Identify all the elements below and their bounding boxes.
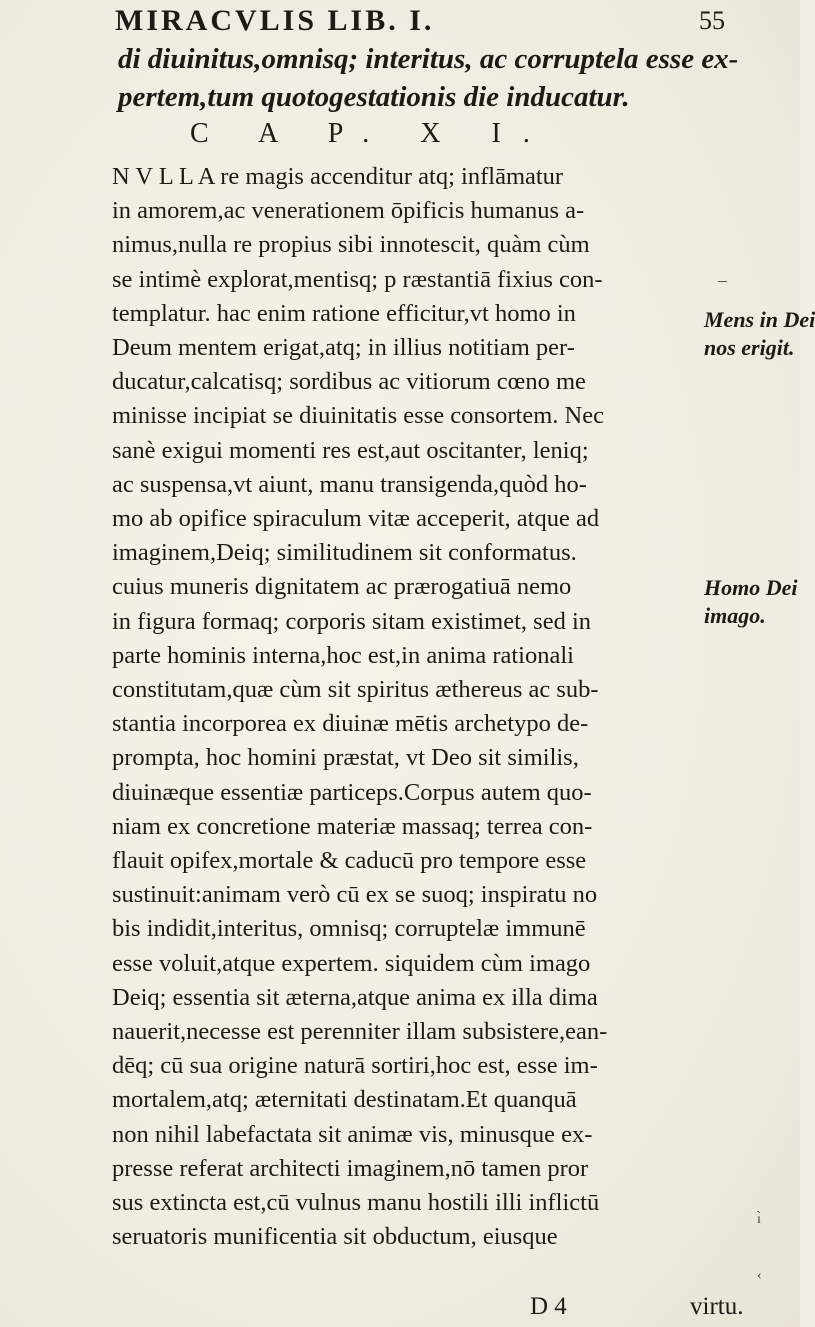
- running-head: [115, 4, 725, 44]
- text-line: sanè exigui momenti res est,aut oscitanter, leniq;: [112, 436, 589, 464]
- text-line: minisse incipiat se diuinitatis esse consortem. Nec: [112, 402, 604, 430]
- margin-ink-mark: ı̀: [757, 1212, 761, 1227]
- text-line: dēq; cū sua origine naturā sortiri,hoc est, esse im-: [112, 1052, 598, 1080]
- text-line: sustinuit:animam verò cū ex se suoq; inspiratu no: [112, 881, 598, 909]
- running-head-title: MIRACVLIS LIB. I.: [115, 4, 435, 37]
- text-line: diuinæque essentiæ particeps.Corpus autem quo-: [112, 778, 592, 806]
- text-line: Deiq; essentia sit æterna,atque anima ex illa dima: [112, 983, 598, 1011]
- text-line: presse referat architecti imaginem,nō tamen pror: [112, 1154, 589, 1182]
- marginal-note-line: Mens in Dei: [704, 307, 815, 332]
- text-line: constitutam,quæ cùm sit spiritus æthereus ac sub-: [112, 676, 599, 704]
- text-line: in amorem,ac venerationem ōpificis humanus a-: [112, 197, 585, 225]
- text-line: prompta, hoc homini præstat, vt Deo sit similis,: [112, 744, 579, 772]
- text-line: esse voluit,atque expertem. siquidem cùm imago: [112, 949, 591, 977]
- text-line: flauit opifex,mortale & caducū pro tempore esse: [112, 847, 587, 875]
- text-line: sus extincta est,cū vulnus manu hostili illi inflictū: [112, 1189, 600, 1217]
- chapter-heading-line: di diuinitus,omnisq; interitus, ac corruptela esse ex-: [118, 43, 739, 75]
- text-line: stantia incorporea ex diuinæ mētis archetypo de-: [112, 710, 589, 738]
- text-line: cuius muneris dignitatem ac prærogatiuā nemo: [112, 573, 572, 601]
- text-line: parte hominis interna,hoc est,in anima rationali: [112, 641, 574, 669]
- marginal-note-mens: [704, 306, 815, 362]
- marginal-note-line: imago.: [704, 603, 766, 628]
- text-line: nimus,nulla re propius sibi innotescit, quàm cùm: [112, 231, 590, 259]
- text-line: ac suspensa,vt aiunt, manu transigenda,quòd ho-: [112, 470, 587, 498]
- text-line: in figura formaq; corporis sitam existimet, sed in: [112, 607, 592, 635]
- margin-dash-mark: –: [718, 270, 727, 290]
- text-line: N V L L A re magis accenditur atq; inflāmatur: [112, 163, 564, 190]
- text-line: seruatoris munificentia sit obductum, eiusque: [112, 1223, 558, 1251]
- text-line: ducatur,calcatisq; sordibus ac vitiorum cœno me: [112, 368, 586, 396]
- text-line: bis indidit,interitus, omnisq; corruptelæ immunē: [112, 915, 586, 943]
- page-footer: [120, 1293, 744, 1325]
- text-line: nauerit,necesse est perenniter illam subsistere,ean-: [112, 1018, 608, 1046]
- catchword: virtu.: [690, 1293, 744, 1320]
- text-line: imaginem,Deiq; similitudinem sit conformatus.: [112, 539, 577, 567]
- text-line: non nihil labefactata sit animæ vis, minusque ex-: [112, 1120, 593, 1148]
- text-line: se intimè explorat,mentisq; p ræstantiā fixius con-: [112, 265, 603, 293]
- margin-ink-mark: ‹: [757, 1268, 762, 1283]
- body-text: [112, 160, 712, 1255]
- marginal-note-homo: [704, 574, 800, 630]
- signature-mark: D 4: [530, 1293, 567, 1320]
- chapter-heading: [118, 40, 739, 116]
- text-line: templatur. hac enim ratione efficitur,vt homo in: [112, 299, 576, 327]
- marginal-note-line: nos erigit.: [704, 335, 795, 360]
- text-line: Deum mentem erigat,atq; in illius notitiam per-: [112, 334, 575, 362]
- page-number: 55: [699, 6, 725, 35]
- text-line: niam ex concretione materiæ massaq; terrea con-: [112, 812, 593, 840]
- chapter-heading-line: pertem,tum quotogestationis die inducatur.: [118, 81, 630, 113]
- text-line: mortalem,atq; æternitati destinatam.Et quanquā: [112, 1086, 577, 1114]
- text-line: mo ab opifice spiraculum vitæ acceperit, atque ad: [112, 505, 600, 533]
- marginal-note-line: Homo Dei: [704, 575, 798, 600]
- chapter-label: C A P. X I.: [190, 118, 552, 149]
